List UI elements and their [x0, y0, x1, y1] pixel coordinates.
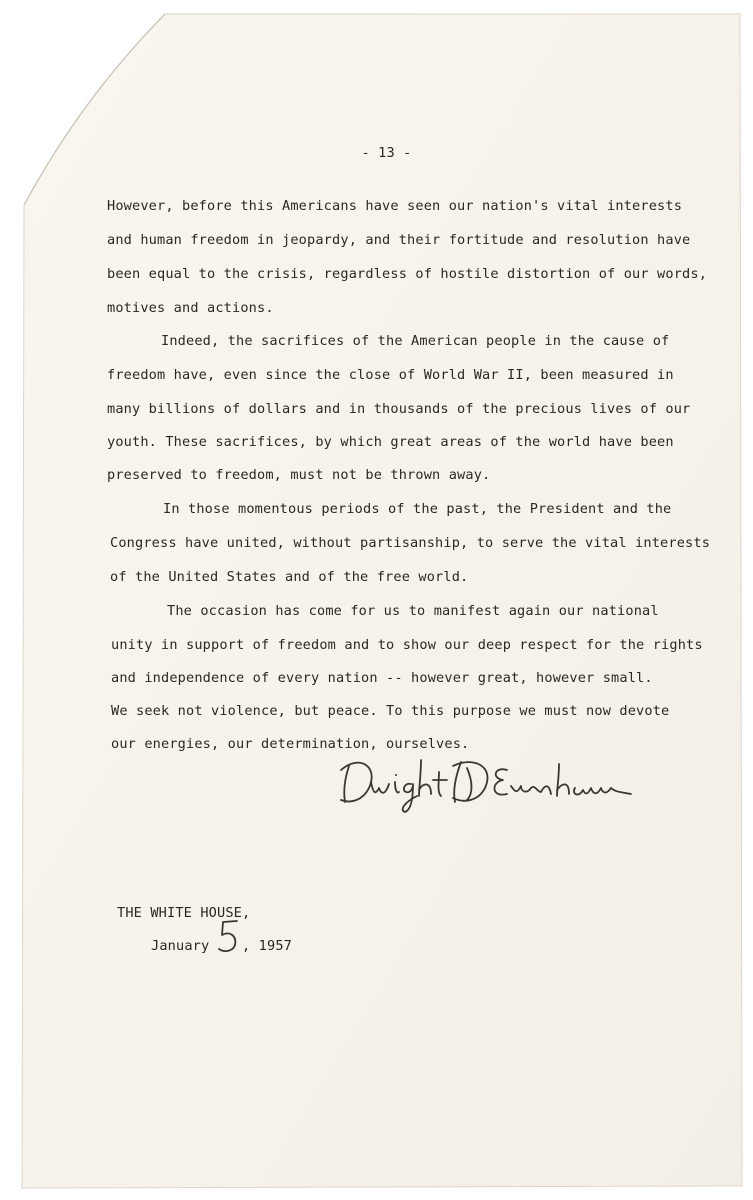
paragraph-2-line-2: freedom have, even since the close of World War II, been measured in	[107, 367, 674, 383]
paragraph-4-line-5: our energies, our determination, ourselves.	[111, 736, 470, 752]
handwritten-date-day	[213, 917, 243, 957]
paragraph-3-line-1: In those momentous periods of the past, the President and the	[163, 501, 672, 517]
paragraph-1-line-2: and human freedom in jeopardy, and their fortitude and resolution have	[107, 232, 691, 248]
paragraph-1-line-1: However, before this Americans have seen our nation's vital interests	[107, 198, 683, 214]
closing-date-month: January	[151, 938, 210, 954]
paragraph-2-line-5: preserved to freedom, must not be thrown away.	[107, 467, 491, 483]
paragraph-4-line-1: The occasion has come for us to manifest again our national	[167, 603, 659, 619]
paragraph-1-line-4: motives and actions.	[107, 300, 274, 316]
closing-date-year: , 1957	[242, 938, 293, 954]
paragraph-1-line-3: been equal to the crisis, regardless of hostile distortion of our words,	[107, 266, 708, 282]
paragraph-4-line-2: unity in support of freedom and to show our deep respect for the rights	[111, 637, 703, 653]
closing-place: THE WHITE HOUSE,	[117, 905, 251, 921]
paragraph-4-line-4: We seek not violence, but peace. To this purpose we must now devote	[111, 703, 670, 719]
paragraph-2-line-3: many billions of dollars and in thousands of the precious lives of our	[107, 401, 691, 417]
handwritten-signature	[335, 748, 645, 818]
paragraph-4-line-3: and independence of every nation -- however great, however small.	[111, 670, 653, 686]
paragraph-2-line-1: Indeed, the sacrifices of the American people in the cause of	[161, 333, 670, 349]
paragraph-3-line-3: of the United States and of the free world.	[110, 569, 469, 585]
paragraph-2-line-4: youth. These sacrifices, by which great areas of the world have been	[107, 434, 674, 450]
page-number: - 13 -	[361, 145, 412, 161]
paragraph-3-line-2: Congress have united, without partisanship, to serve the vital interests	[110, 535, 711, 551]
